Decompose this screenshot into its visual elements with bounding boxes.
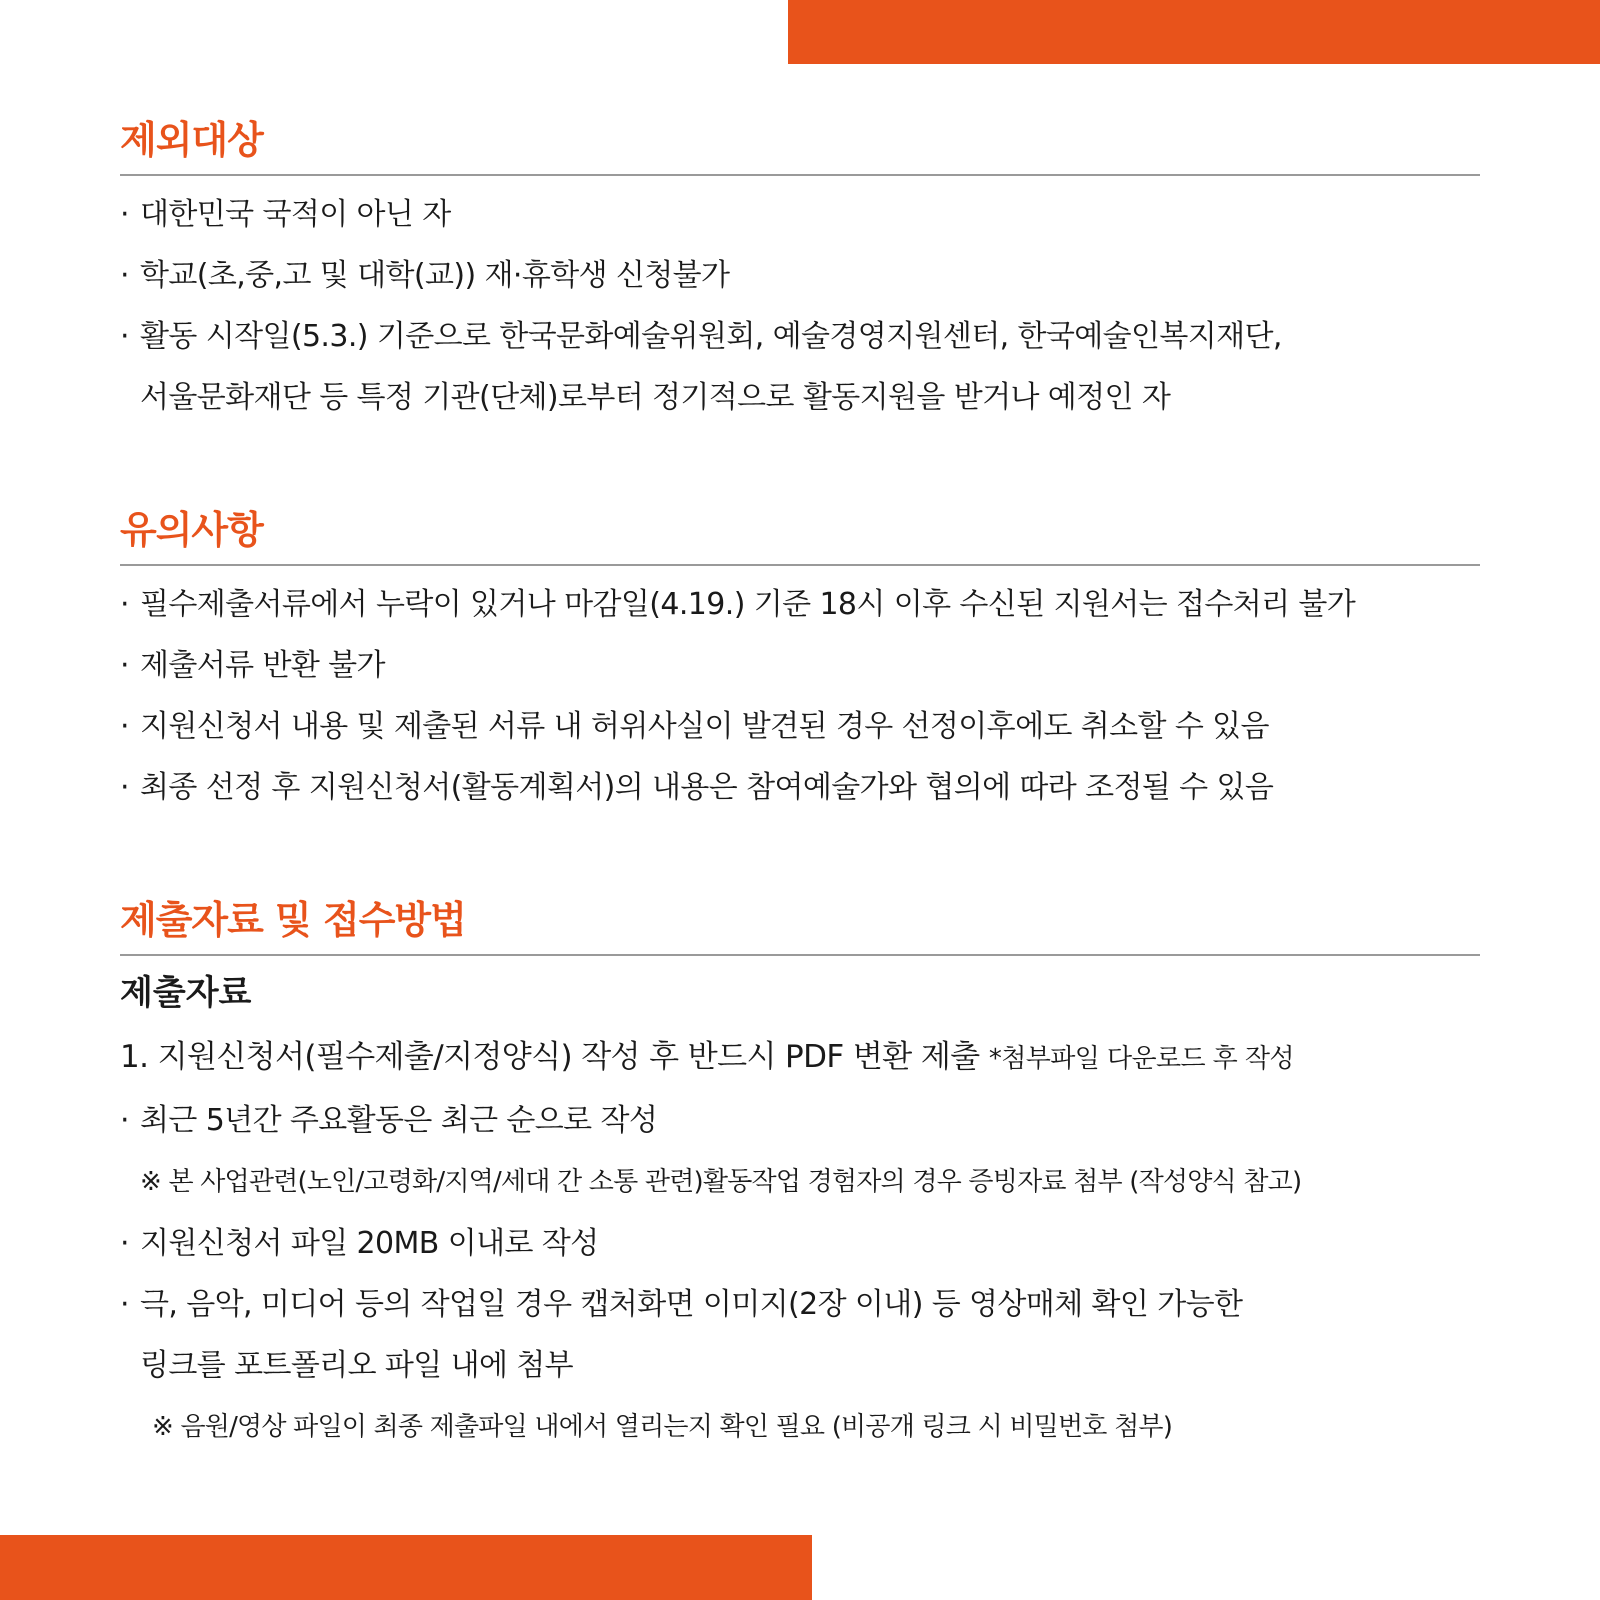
list-item: · 대한민국 국적이 아닌 자 [120,184,1480,245]
list-item: · 학교(초,중,고 및 대학(교)) 재·휴학생 신청불가 [120,245,1480,306]
bullet: · [120,709,129,744]
list-item: · 최근 5년간 주요활동은 최근 순으로 작성 [120,1090,1480,1151]
list-item: · 극, 음악, 미디어 등의 작업일 경우 캡처화면 이미지(2장 이내) 등 영상매체 확인 가능한 [120,1274,1480,1335]
bullet: · [120,587,129,622]
reference-note: ※ 음원/영상 파일이 최종 제출파일 내에서 열리는지 확인 필요 (비공개 링크 시 비밀번호 첨부) [152,1412,1173,1442]
top-accent-bar [788,0,1600,64]
list-item: · 최종 선정 후 지원신청서(활동계획서)의 내용은 참여예술가와 협의에 따라 조정될 수 있음 [120,757,1480,818]
numbered-item: 1. 지원신청서(필수제출/지정양식) 작성 후 반드시 PDF 변환 제출 *첨부파일 다운로드 후 작성 [120,1039,1294,1075]
list-item: · 필수제출서류에서 누락이 있거나 마감일(4.19.) 기준 18시 이후 수신된 지원서는 접수처리 불가 [120,574,1480,635]
notes-heading: 유의사항 [120,508,263,552]
bullet: · [120,1287,129,1322]
list-item: · 지원신청서 내용 및 제출된 서류 내 허위사실이 발견된 경우 선정이후에도 취소할 수 있음 [120,696,1480,757]
notes-list [120,574,1480,818]
exclusions-list [120,184,1480,428]
bullet: · [120,319,129,354]
exclusions-section [120,112,1480,428]
bottom-accent-bar [0,1535,812,1600]
submission-section [120,892,1480,1458]
submission-subheading: 제출자료 [120,973,252,1013]
submission-heading: 제출자료 및 접수방법 [120,898,466,942]
bullet: · [120,770,129,805]
list-item-continuation: 링크를 포트폴리오 파일 내에 첨부 [140,1348,574,1383]
exclusions-heading: 제외대상 [120,118,263,162]
list-item: · 지원신청서 파일 20MB 이내로 작성 [120,1213,1480,1274]
submission-divider [120,954,1480,956]
notes-divider [120,564,1480,566]
list-item: · 제출서류 반환 불가 [120,635,1480,696]
bullet: · [120,648,129,683]
list-item: · 활동 시작일(5.3.) 기준으로 한국문화예술위원회, 예술경영지원센터, 한국예술인복지재단, [120,306,1480,367]
bullet: · [120,258,129,293]
reference-note: ※ 본 사업관련(노인/고령화/지역/세대 간 소통 관련)활동작업 경험자의 경우 증빙자료 첨부 (작성양식 참고) [140,1167,1302,1197]
bullet: · [120,1103,129,1138]
notes-section [120,502,1480,818]
bullet: · [120,1226,129,1261]
numbered-item-note: *첨부파일 다운로드 후 작성 [988,1044,1294,1074]
exclusions-divider [120,174,1480,176]
bullet: · [120,197,129,232]
list-item-continuation: 서울문화재단 등 특정 기관(단체)로부터 정기적으로 활동지원을 받거나 예정인 자 [140,380,1171,415]
